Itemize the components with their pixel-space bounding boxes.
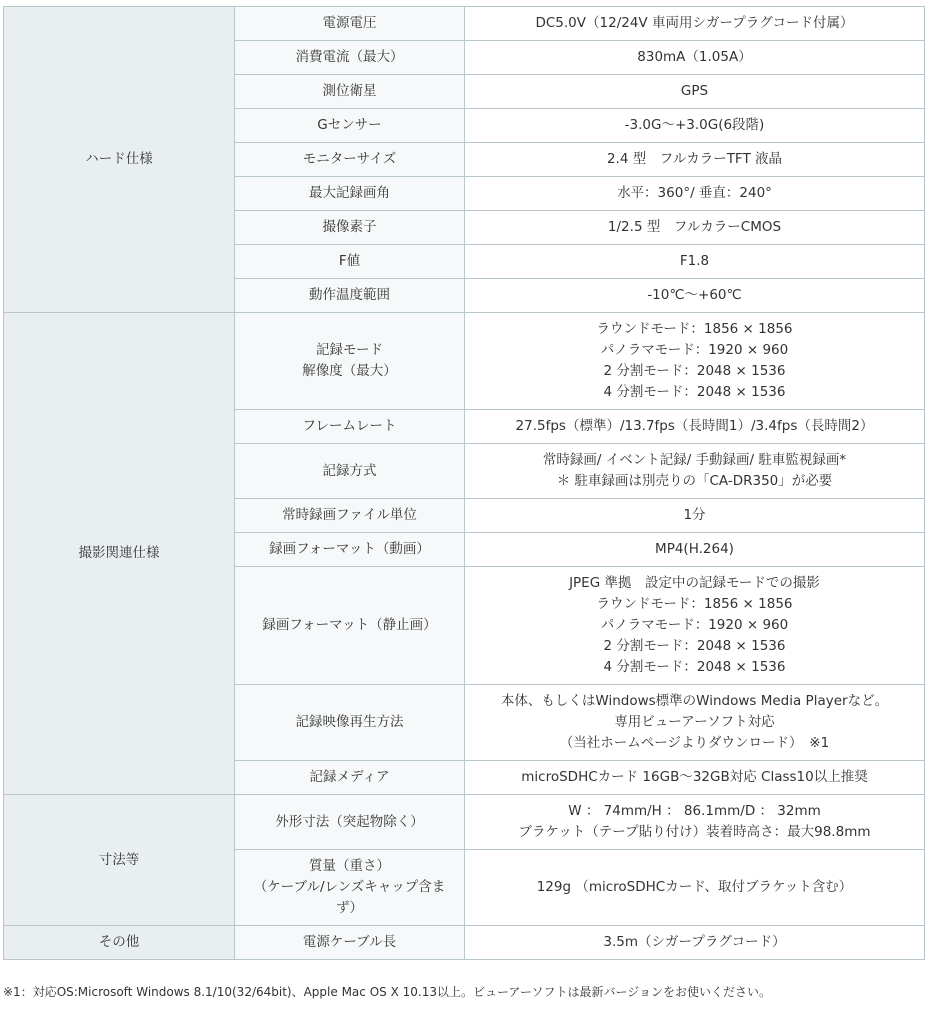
row-label: 電源電圧	[235, 7, 465, 41]
row-value: 129g （microSDHCカード、取付ブラケット含む）	[465, 850, 925, 926]
row-label: 電源ケーブル長	[235, 926, 465, 960]
spec-table	[3, 6, 925, 960]
table-row	[4, 926, 925, 960]
row-value: -3.0G～+3.0G(6段階)	[465, 109, 925, 143]
row-label: 撮像素子	[235, 211, 465, 245]
row-label: モニターサイズ	[235, 143, 465, 177]
row-value: JPEG 準拠 設定中の記録モードでの撮影 ラウンドモード：1856 × 1856 パノラマモード：1920 × 960 2 分割モード：2048 × 1536 4 分割モード：2048 × 1536	[465, 567, 925, 685]
section-hard: ハード仕様	[4, 7, 235, 313]
row-label: フレームレート	[235, 410, 465, 444]
row-label: 質量（重さ） （ケーブル/レンズキャップ含ま ず）	[235, 850, 465, 926]
row-label: 記録方式	[235, 444, 465, 499]
row-label: F値	[235, 245, 465, 279]
row-value: 3.5m（シガープラグコード）	[465, 926, 925, 960]
row-value: MP4(H.264)	[465, 533, 925, 567]
row-label: Gセンサー	[235, 109, 465, 143]
row-label: 外形寸法（突起物除く）	[235, 795, 465, 850]
row-label: 最大記録画角	[235, 177, 465, 211]
row-label: 記録モード 解像度（最大）	[235, 313, 465, 410]
row-label: 測位衛星	[235, 75, 465, 109]
table-row	[4, 313, 925, 410]
row-label: 消費電流（最大）	[235, 41, 465, 75]
row-label: 録画フォーマット（静止画）	[235, 567, 465, 685]
row-label: 記録メディア	[235, 761, 465, 795]
row-value: 1分	[465, 499, 925, 533]
footnote: ※1：対応OS:Microsoft Windows 8.1/10(32/64bit)、Apple Mac OS X 10.13以上。ビューアーソフトは最新バージョンをお使いください。	[3, 985, 772, 999]
row-value: F1.8	[465, 245, 925, 279]
row-value: DC5.0V（12/24V 車両用シガープラグコード付属）	[465, 7, 925, 41]
row-label: 録画フォーマット（動画）	[235, 533, 465, 567]
section-shooting: 撮影関連仕様	[4, 313, 235, 795]
row-value: -10℃～+60℃	[465, 279, 925, 313]
table-row	[4, 7, 925, 41]
row-label: 記録映像再生方法	[235, 685, 465, 761]
row-value: 本体、もしくはWindows標準のWindows Media Playerなど。 専用ビューアーソフト対応 （当社ホームページよりダウンロード） ※1	[465, 685, 925, 761]
row-label: 常時録画ファイル単位	[235, 499, 465, 533]
row-value: 1/2.5 型 フルカラーCMOS	[465, 211, 925, 245]
section-other: その他	[4, 926, 235, 960]
row-value: 830mA（1.05A）	[465, 41, 925, 75]
row-value: ラウンドモード：1856 × 1856 パノラマモード：1920 × 960 2 分割モード：2048 × 1536 4 分割モード：2048 × 1536	[465, 313, 925, 410]
row-value: 27.5fps（標準）/13.7fps（長時間1）/3.4fps（長時間2）	[465, 410, 925, 444]
row-value: 水平：360°/ 垂直：240°	[465, 177, 925, 211]
row-value: W ： 74mm/H ： 86.1mm/D ： 32mm ブラケット（テープ貼り付け）装着時高さ：最大98.8mm	[465, 795, 925, 850]
row-value: GPS	[465, 75, 925, 109]
table-row	[4, 795, 925, 850]
row-label: 動作温度範囲	[235, 279, 465, 313]
section-size: 寸法等	[4, 795, 235, 926]
row-value: 2.4 型 フルカラーTFT 液晶	[465, 143, 925, 177]
row-value: microSDHCカード 16GB～32GB対応 Class10以上推奨	[465, 761, 925, 795]
row-value: 常時録画/ イベント記録/ 手動録画/ 駐車監視録画* ＊ 駐車録画は別売りの「CA-DR350」が必要	[465, 444, 925, 499]
